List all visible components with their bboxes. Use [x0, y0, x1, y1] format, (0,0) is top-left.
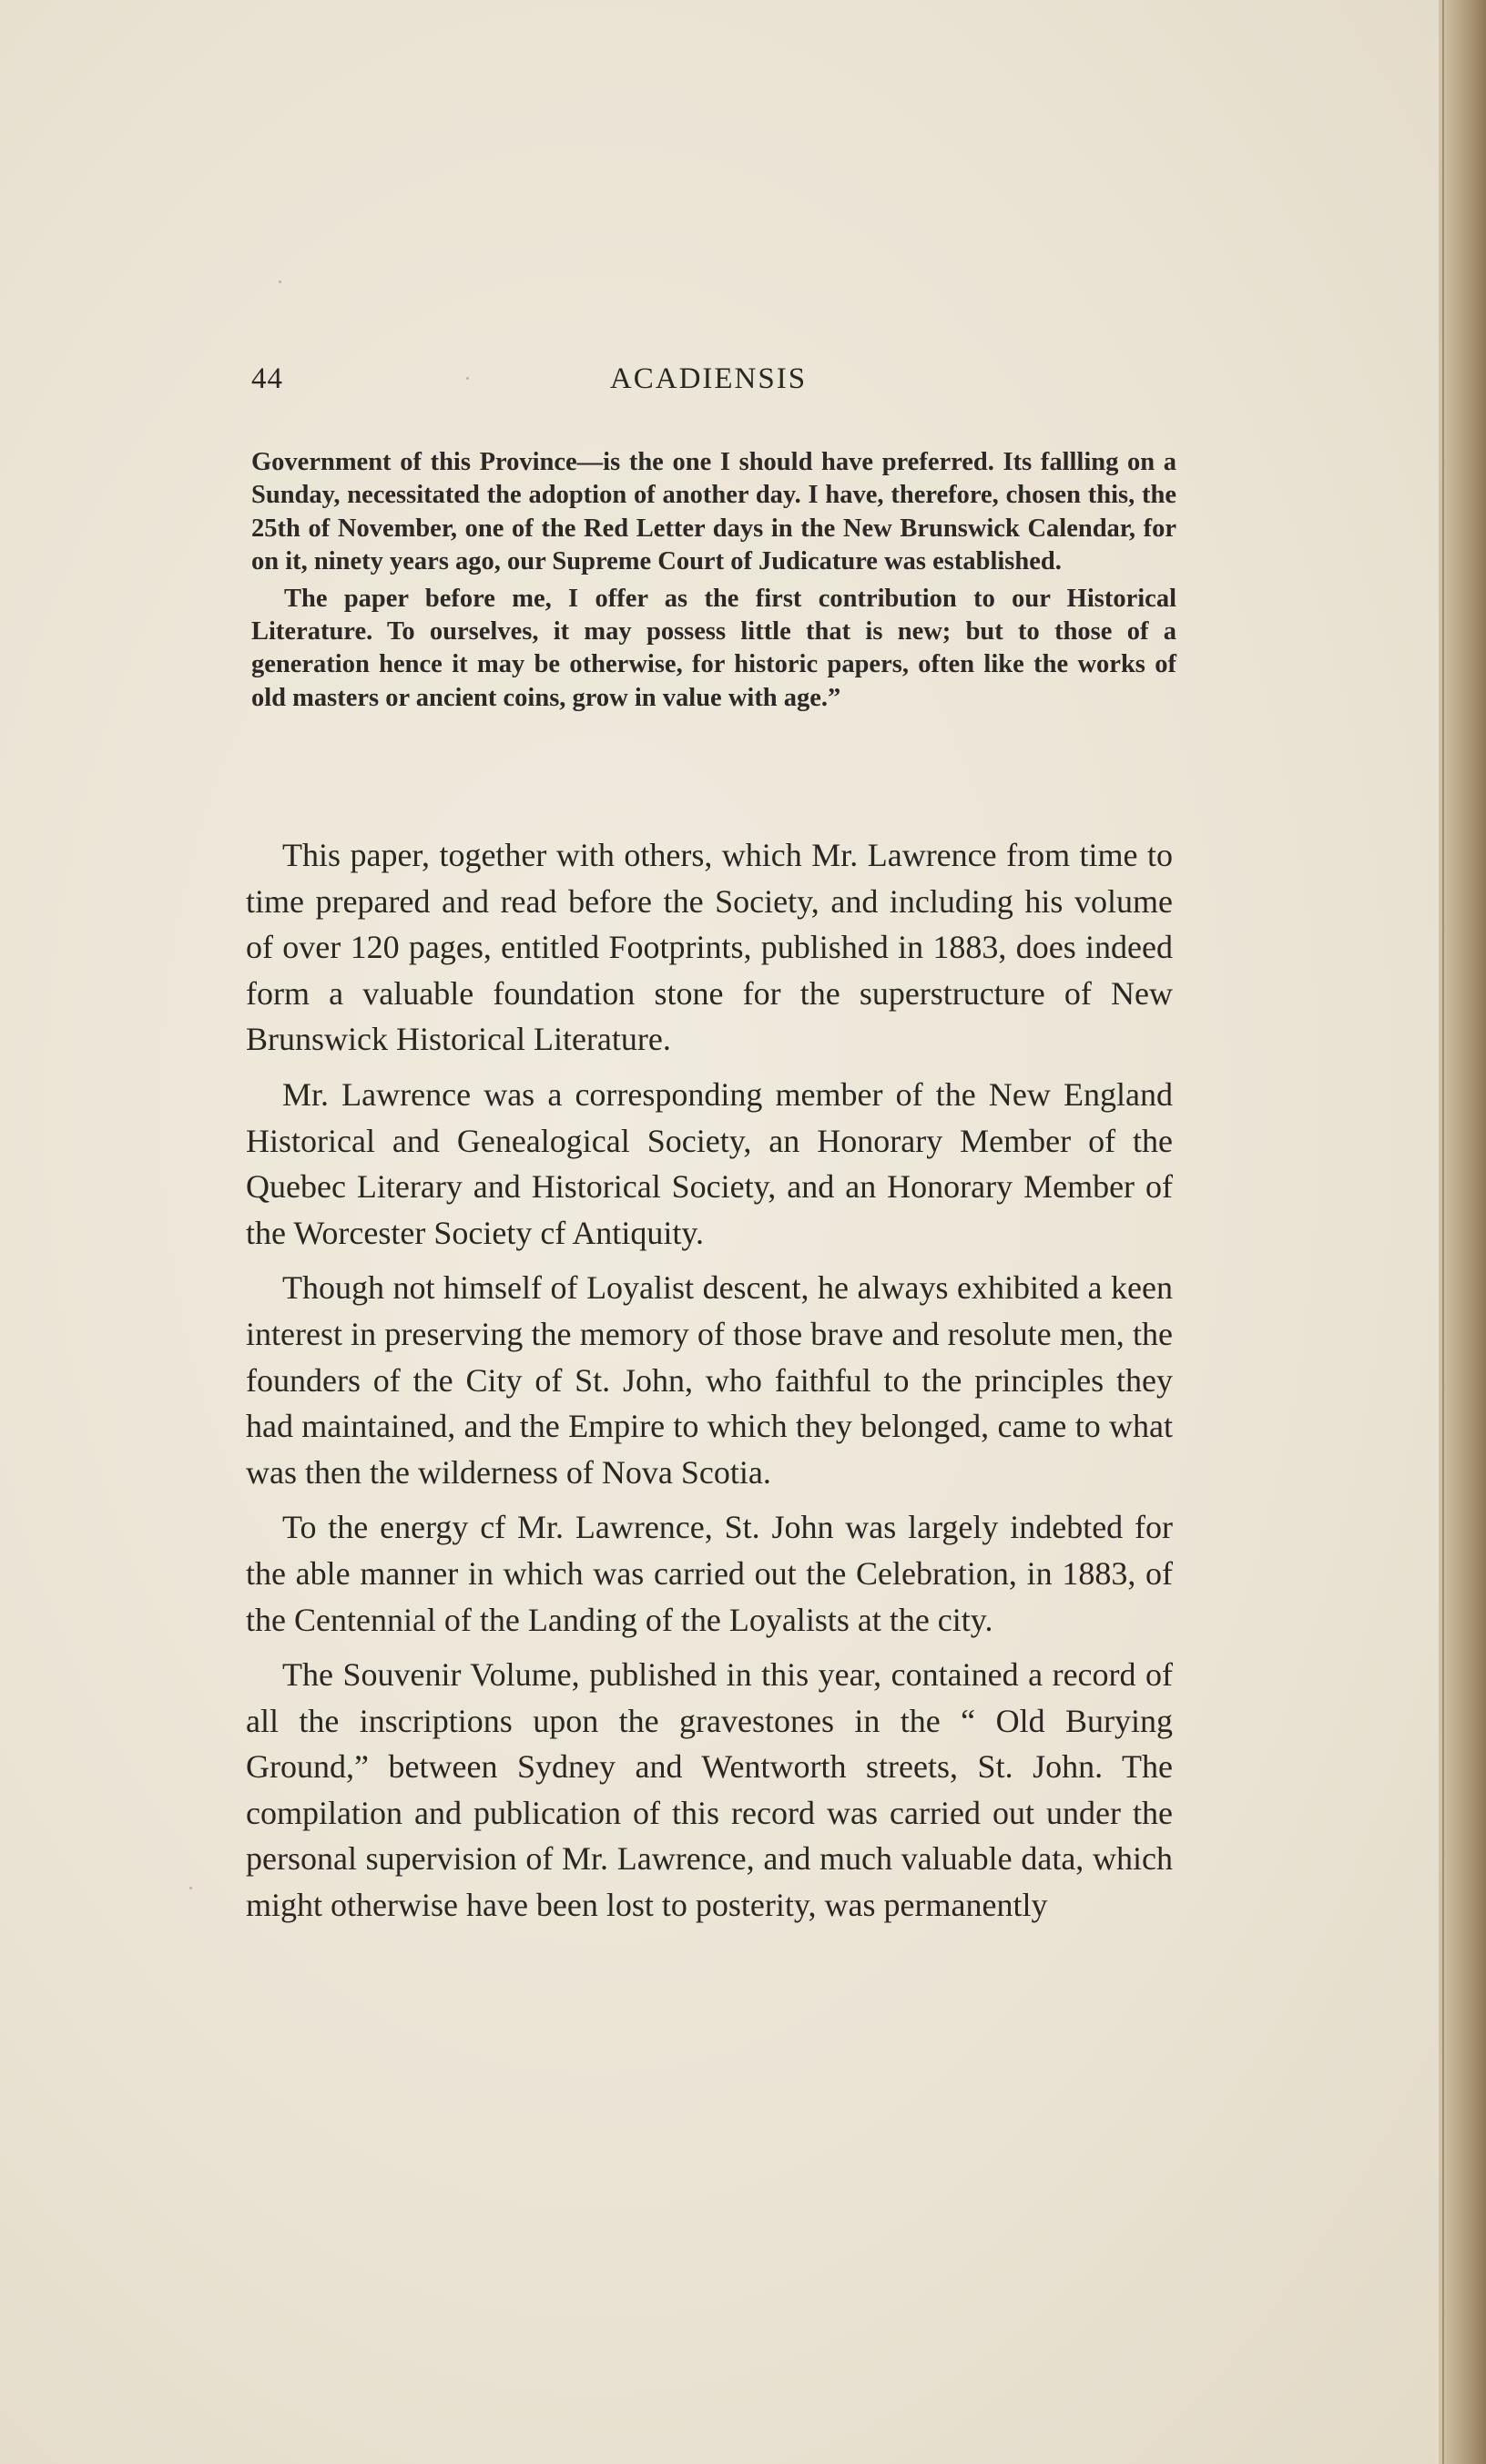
page-gutter-line [1442, 0, 1444, 2464]
page-number: 44 [251, 362, 283, 395]
running-head: ACADIENSIS [609, 362, 808, 395]
body-paragraph: Though not himself of Loyalist descent, he always exhibited a keen interest in preserving the memory of those brave and resolute men, the founders of the City of St. John, who faithful to the principles they had maintained, and the Empire to which they belonged, came to what was then the wilderness of Nova Scotia. [246, 1269, 1173, 1491]
quote-paragraph: Government of this Province—is the one I should have preferred. Its fallling on a Sunday, necessitated the adoption of another day. I have, therefore, chosen this, the 25th of November, one of the Red Letter days in the New Brunswick Calendar, for on it, ninety years ago, our Supreme Court of Judicature was established. [251, 448, 1176, 576]
quoted-passage [251, 446, 1176, 715]
body-paragraph: Mr. Lawrence was a corresponding member of the New England Historical and Genealogical Society, an Honorary Member of the Quebec Literary and Historical Society, and an Honorary Member of the Worcester Society cf Antiquity. [246, 1075, 1173, 1251]
paper-speck [279, 280, 281, 283]
paper-speck [189, 1887, 192, 1889]
page-header [251, 362, 1165, 408]
quote-paragraph: The paper before me, I offer as the first contribution to our Historical Literature. To ourselves, it may possess little that is new; but to those of a generation hence it may be otherwise, for historic papers, often like the works of old masters or ancient coins, grow in value with age.” [251, 584, 1176, 712]
body-text [246, 832, 1173, 1929]
page-binding-edge [1439, 0, 1486, 2464]
body-paragraph: The Souvenir Volume, published in this year, contained a record of all the inscriptions upon the gravestones in the “ Old Burying Ground,” between Sydney and Wentworth streets, St. John. The compilation and publication of this record was carried out under the personal supervision of Mr. Lawrence, and much valuable data, which might otherwise have been lost to posterity, was permanently [246, 1656, 1173, 1924]
body-paragraph: This paper, together with others, which Mr. Lawrence from time to time prepared and read before the Society, and including his volume of over 120 pages, entitled Footprints, published in 1883, does indeed form a valuable foundation stone for the superstructure of New Brunswick Historical Literature. [246, 837, 1173, 1058]
body-paragraph: To the energy cf Mr. Lawrence, St. John was largely indebted for the able manner in which was carried out the Celebration, in 1883, of the Centennial of the Landing of the Loyalists at the city. [246, 1509, 1173, 1638]
